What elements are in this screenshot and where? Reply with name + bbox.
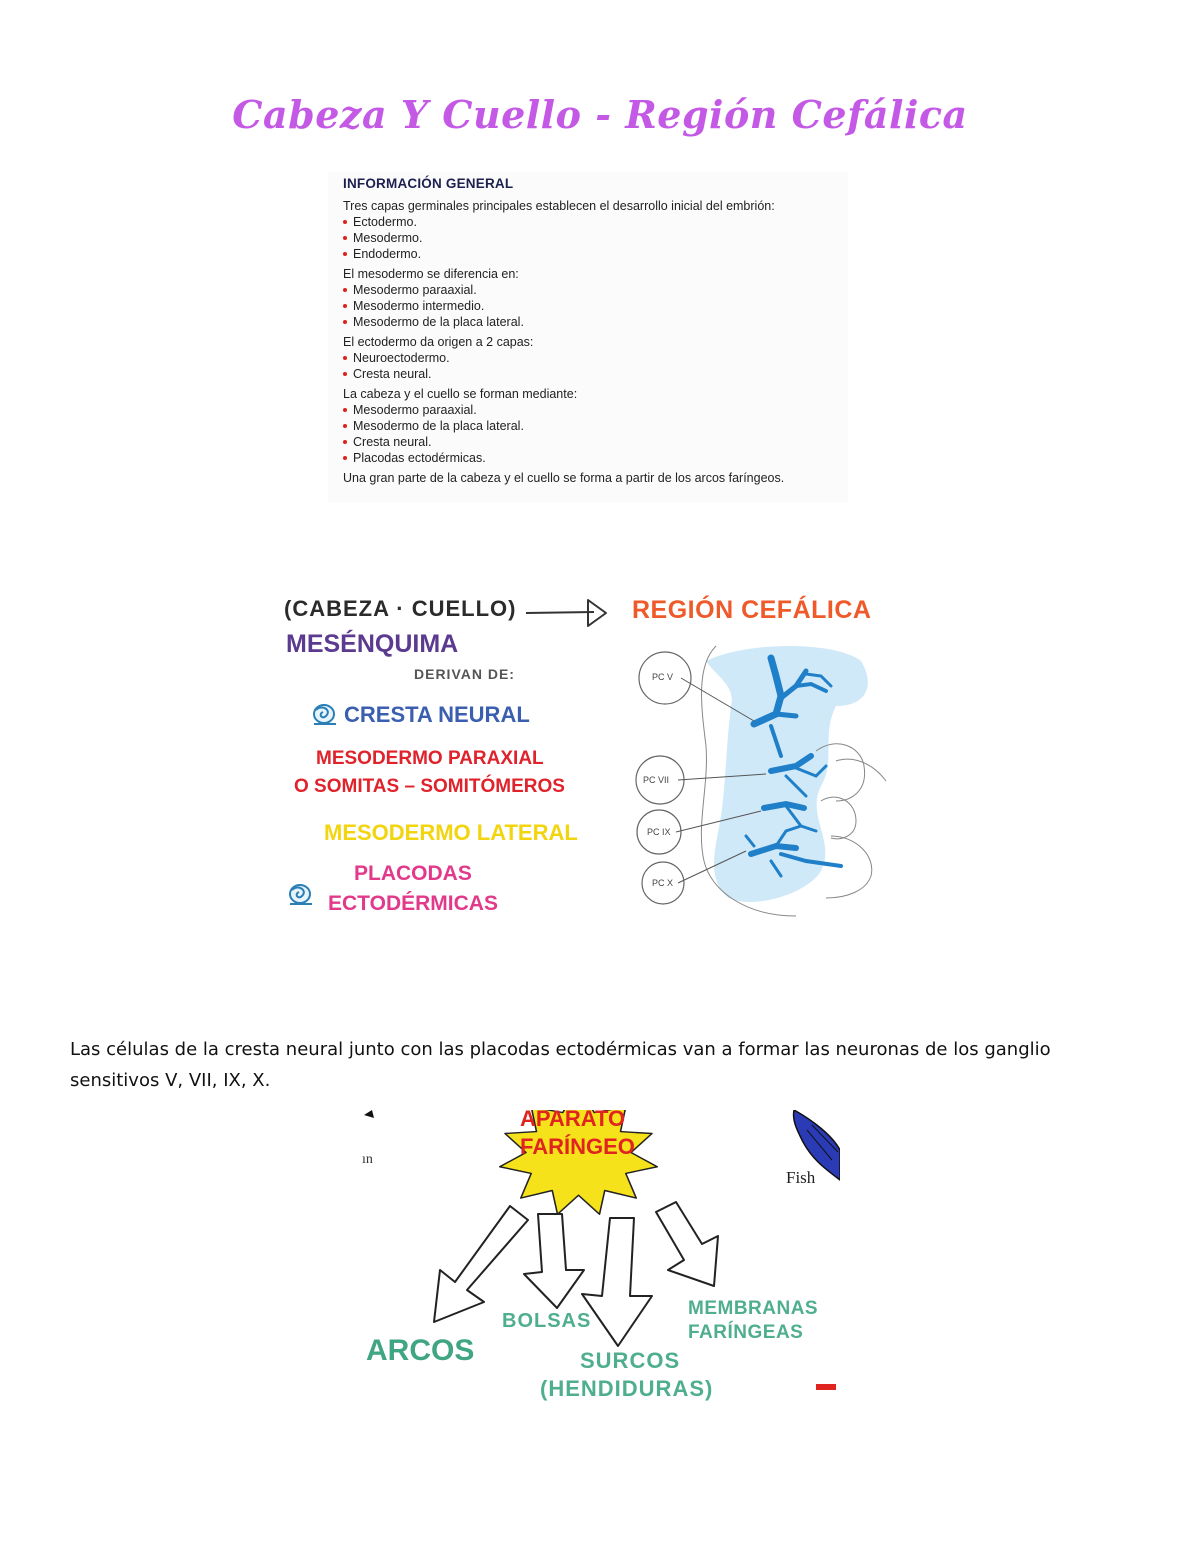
info-line-text: Mesodermo paraaxial. — [353, 403, 477, 417]
info-line-text: Ectodermo. — [353, 215, 417, 229]
info-bullet-item — [343, 231, 422, 245]
info-text-line — [343, 335, 533, 349]
pc-x-label: PC X — [652, 878, 674, 888]
bullet-dot-icon — [343, 440, 347, 444]
bullet-dot-icon — [343, 372, 347, 376]
mesodermo-paraxial-label: MESODERMO PARAXIAL — [316, 748, 544, 769]
page-title: Cabeza Y Cuello - Región Cefálica — [232, 92, 968, 137]
aparato-label: APARATO — [520, 1110, 626, 1131]
pc-vii-label: PC VII — [643, 775, 670, 785]
partial-left-mark — [364, 1110, 374, 1118]
bullet-dot-icon — [343, 456, 347, 460]
pc-v-label: PC V — [652, 672, 674, 682]
body-paragraph: Las células de la cresta neural junto con las placodas ectodérmicas van a formar las neuronas de los ganglio sensitivos V, VII, IX, X. — [70, 1039, 1051, 1091]
info-general-image — [328, 172, 848, 502]
placodas-label: PLACODAS — [354, 862, 472, 885]
info-bullet-item — [343, 435, 432, 449]
info-line-text: Placodas ectodérmicas. — [353, 451, 486, 465]
bullet-dot-icon — [343, 236, 347, 240]
info-bullet-item — [343, 215, 417, 229]
head-neck-mesenchyme-figure — [276, 586, 926, 926]
info-line-text: Mesodermo. — [353, 231, 423, 245]
info-text-line — [343, 199, 775, 213]
bullet-dot-icon — [343, 288, 347, 292]
derivan-label: DERIVAN DE: — [414, 666, 515, 682]
surcos-label: SURCOS — [580, 1348, 681, 1373]
info-heading: INFORMACIÓN GENERAL — [343, 176, 514, 191]
info-bullet-item — [343, 247, 421, 261]
info-bullet-item — [343, 315, 524, 329]
cresta-neural-label: CRESTA NEURAL — [344, 702, 530, 727]
info-line-text: El ectodermo da origen a 2 capas: — [343, 335, 534, 349]
pc-ix-label: PC IX — [647, 827, 671, 837]
info-bullet-item — [343, 451, 486, 465]
info-line-text: Neuroectodermo. — [353, 351, 450, 365]
info-bullet-item — [343, 351, 450, 365]
fish-label: Fish — [786, 1168, 816, 1187]
info-line-text: Tres capas germinales principales establecen el desarrollo inicial del embrión: — [343, 199, 775, 213]
mesenquima-label: MESÉNQUIMA — [286, 630, 459, 658]
info-line-text: Cresta neural. — [353, 435, 432, 449]
bullet-dot-icon — [343, 320, 347, 324]
info-bullet-item — [343, 367, 432, 381]
info-line-text: El mesodermo se diferencia en: — [343, 267, 519, 281]
cabeza-cuello-label: (CABEZA · CUELLO) — [284, 596, 517, 621]
info-bullet-item — [343, 403, 477, 417]
info-line-text: La cabeza y el cuello se forman mediante: — [343, 387, 578, 401]
ectodermicas-label: ECTODÉRMICAS — [328, 892, 498, 915]
info-line-text: Mesodermo paraaxial. — [353, 283, 477, 297]
bullet-dot-icon — [343, 220, 347, 224]
faringeas-label: FARÍNGEAS — [688, 1322, 804, 1343]
info-bullet-item — [343, 419, 524, 433]
info-bullet-item — [343, 299, 484, 313]
hendiduras-label: (HENDIDURAS) — [540, 1376, 714, 1401]
info-line-text: Una gran parte de la cabeza y el cuello se forma a partir de los arcos faríngeos. — [343, 471, 785, 485]
info-line-text: Mesodermo de la placa lateral. — [353, 419, 524, 433]
bullet-dot-icon — [343, 252, 347, 256]
bullet-dot-icon — [343, 424, 347, 428]
mesodermo-lateral-label: MESODERMO LATERAL — [324, 820, 578, 845]
info-bullet-item — [343, 283, 477, 297]
membranas-label: MEMBRANAS — [688, 1298, 819, 1319]
bolsas-label: BOLSAS — [502, 1310, 592, 1332]
info-line-text: Cresta neural. — [353, 367, 432, 381]
arrow-right-icon — [526, 600, 606, 626]
info-text-line — [343, 267, 519, 281]
placodas-swirl-icon — [290, 885, 312, 904]
bullet-dot-icon — [343, 356, 347, 360]
info-text-line — [343, 387, 577, 401]
info-line-text: Endodermo. — [353, 247, 422, 261]
region-cefalica-label: REGIÓN CEFÁLICA — [632, 596, 872, 624]
somitas-label: O SOMITAS – SOMITÓMEROS — [294, 776, 565, 797]
info-line-text: Mesodermo de la placa lateral. — [353, 315, 524, 329]
bullet-dot-icon — [343, 408, 347, 412]
cresta-swirl-icon — [314, 705, 336, 724]
info-line-text: Mesodermo intermedio. — [353, 299, 485, 313]
pharyngeal-apparatus-figure — [362, 1110, 840, 1405]
faringeo-label: FARÍNGEO — [520, 1134, 635, 1159]
partial-label: ın — [362, 1152, 373, 1167]
arcos-label: ARCOS — [366, 1334, 475, 1367]
logo-mark — [816, 1384, 836, 1390]
info-text-line — [343, 471, 784, 485]
bullet-dot-icon — [343, 304, 347, 308]
